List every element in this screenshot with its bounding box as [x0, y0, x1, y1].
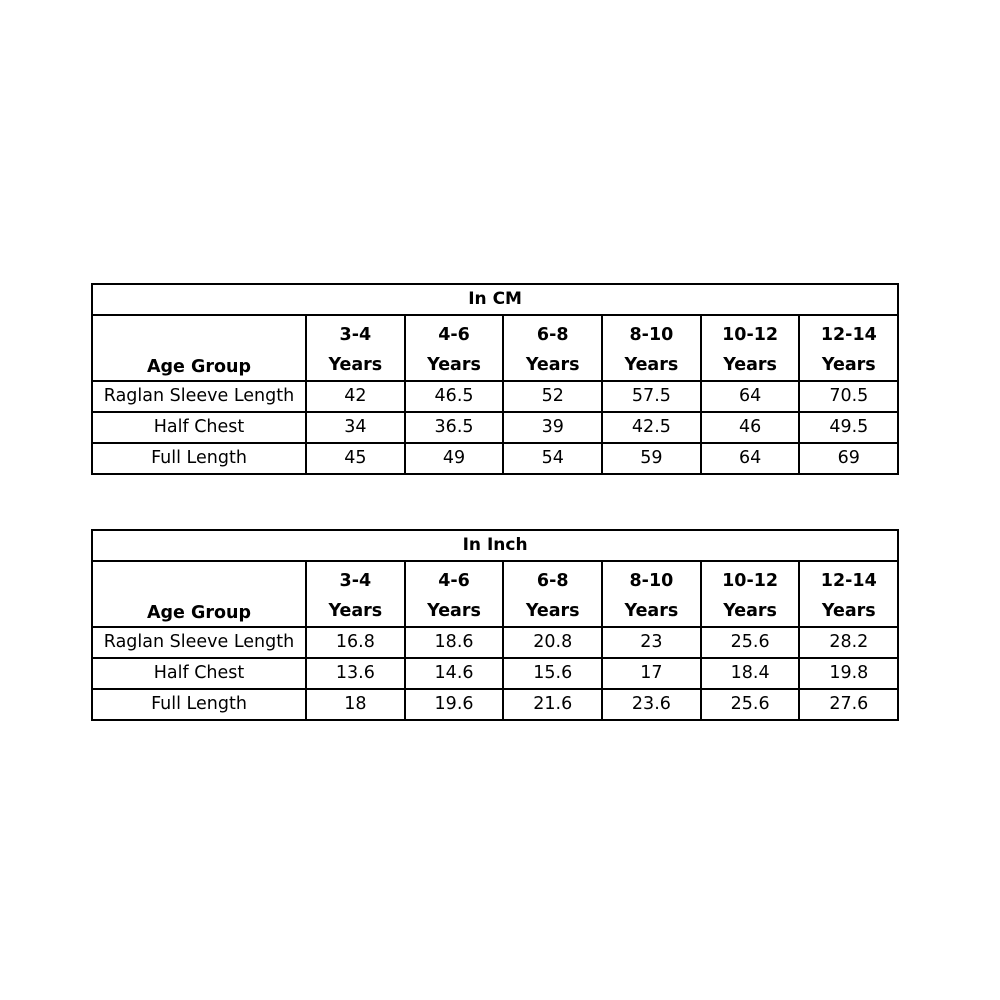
table-header-row [92, 561, 898, 627]
table-header-row [92, 315, 898, 381]
table-cell: 57.5 [602, 381, 701, 412]
table-cell: 20.8 [503, 627, 602, 658]
size-table-inch [91, 529, 899, 721]
column-header: 3-4 Years [306, 561, 405, 627]
table-cell: 19.8 [799, 658, 898, 689]
table-cell: 25.6 [701, 689, 800, 720]
table-cell: 36.5 [405, 412, 504, 443]
table-title-row [92, 284, 898, 315]
table-row [92, 658, 898, 689]
age-group-header: Age Group [92, 315, 306, 381]
table-cell: 52 [503, 381, 602, 412]
table-cell: 15.6 [503, 658, 602, 689]
row-label: Full Length [92, 443, 306, 474]
column-header: 6-8 Years [503, 315, 602, 381]
row-label: Half Chest [92, 412, 306, 443]
table-cell: 59 [602, 443, 701, 474]
table-cell: 18.4 [701, 658, 800, 689]
table-title: In CM [92, 284, 898, 315]
column-header: 12-14 Years [799, 315, 898, 381]
table-cell: 23 [602, 627, 701, 658]
table-cell: 64 [701, 443, 800, 474]
table-cell: 46 [701, 412, 800, 443]
table-cell: 28.2 [799, 627, 898, 658]
table-cell: 34 [306, 412, 405, 443]
table-cell: 17 [602, 658, 701, 689]
table-cell: 25.6 [701, 627, 800, 658]
table-cell: 49 [405, 443, 504, 474]
column-header: 12-14 Years [799, 561, 898, 627]
column-header: 3-4 Years [306, 315, 405, 381]
column-header: 8-10 Years [602, 315, 701, 381]
table-cell: 18 [306, 689, 405, 720]
table-cell: 54 [503, 443, 602, 474]
row-label: Raglan Sleeve Length [92, 627, 306, 658]
table-cell: 13.6 [306, 658, 405, 689]
table-title: In Inch [92, 530, 898, 561]
column-header: 10-12 Years [701, 561, 800, 627]
size-table-cm [91, 283, 899, 475]
table-cell: 45 [306, 443, 405, 474]
table-cell: 42 [306, 381, 405, 412]
row-label: Full Length [92, 689, 306, 720]
table-cell: 46.5 [405, 381, 504, 412]
table-cell: 39 [503, 412, 602, 443]
table-cell: 27.6 [799, 689, 898, 720]
table-row [92, 443, 898, 474]
column-header: 4-6 Years [405, 561, 504, 627]
table-cell: 18.6 [405, 627, 504, 658]
table-row [92, 381, 898, 412]
table-row [92, 627, 898, 658]
table-cell: 21.6 [503, 689, 602, 720]
table-cell: 69 [799, 443, 898, 474]
table-cell: 70.5 [799, 381, 898, 412]
table-row [92, 689, 898, 720]
column-header: 10-12 Years [701, 315, 800, 381]
table-row [92, 412, 898, 443]
row-label: Raglan Sleeve Length [92, 381, 306, 412]
table-cell: 42.5 [602, 412, 701, 443]
table-cell: 64 [701, 381, 800, 412]
row-label: Half Chest [92, 658, 306, 689]
table-cell: 23.6 [602, 689, 701, 720]
table-cell: 49.5 [799, 412, 898, 443]
column-header: 4-6 Years [405, 315, 504, 381]
column-header: 8-10 Years [602, 561, 701, 627]
table-title-row [92, 530, 898, 561]
table-cell: 14.6 [405, 658, 504, 689]
age-group-header: Age Group [92, 561, 306, 627]
table-cell: 16.8 [306, 627, 405, 658]
table-cell: 19.6 [405, 689, 504, 720]
column-header: 6-8 Years [503, 561, 602, 627]
